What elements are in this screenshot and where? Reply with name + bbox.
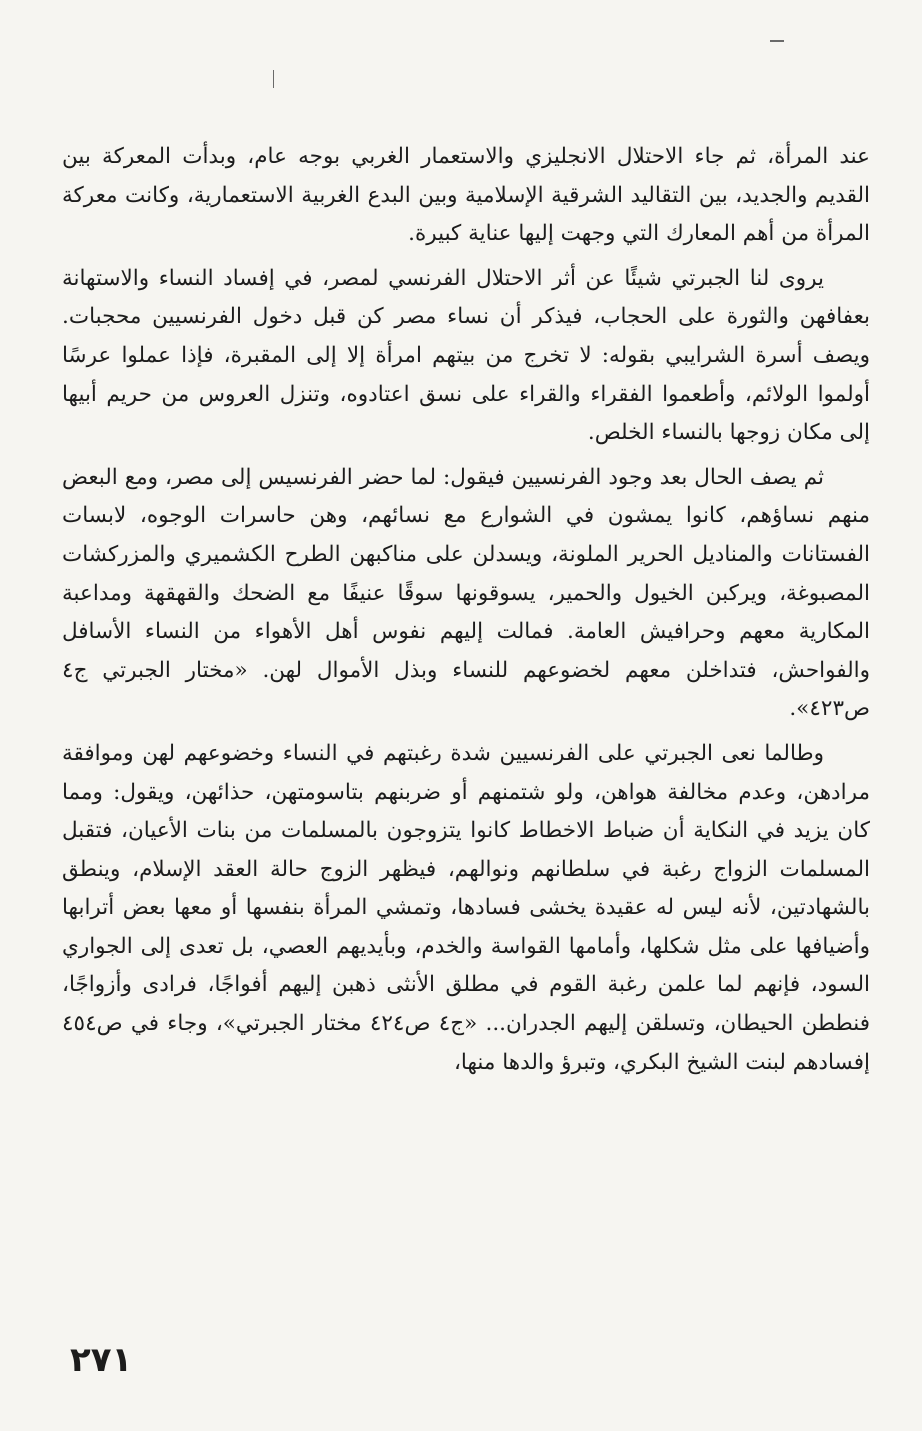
page-number: ٢٧١: [70, 1340, 133, 1380]
paragraph-2: يروى لنا الجبرتي شيئًا عن أثر الاحتلال الفرنسي لمصر، في إفساد النساء والاستهانة بعفافهن والثورة على الحجاب، فيذكر أن نساء مصر كن قبل دخول الفرنسيين محجبات. ويصف أسرة الشرايبي بقوله: لا تخرج من بيتهم امرأة إلا إلى المقبرة، فإذا عملوا عرسًا أولموا الولائم، وأطعموا الفقراء والقراء على نسق اعتادوه، وتنزل العروس من حريم أبيها إلى مكان زوجها بالنساء الخلص.: [62, 265, 870, 446]
page-body: [62, 138, 870, 1088]
paragraph-4: وطالما نعى الجبرتي على الفرنسيين شدة رغبتهم في النساء وخضوعهم لهن وموافقة مرادهن، وعدم مخالفة هواهن، ولو شتمنهم أو ضربنهم بتاسومتهن، حذائهن، ويقول: ومما كان يزيد في النكاية أن ضباط الاخطاط كانوا يتزوجون بالمسلمات من بنات الأعيان، فتقبل المسلمات الزواج رغبة في سلطانهم ونوالهم، فيظهر الزوج حالة العقد الإسلام، وينطق بالشهادتين، لأنه ليس له عقيدة يخشى فسادها، وتمشي المرأة بنفسها أو معها بعض أترابها وأضيافها على مثل شكلها، وأمامها القواسة والخدم، وبأيديهم العصي، بل تعدى إلى الجواري السود، فإنهم لما علمن رغبة القوم في مطلق الأنثى ذهبن إليهم أفواجًا، فرادى وأزواجًا، فنططن الحيطان، وتسلقن إليهم الجدران... «ج٤ ص٤٢٤ مختار الجبرتي»، وجاء في ص٤٥٤ إفسادهم لبنت الشيخ البكري، وتبرؤ والدها منها،: [62, 740, 871, 1075]
scan-mark: [273, 70, 274, 88]
paragraph-1: عند المرأة، ثم جاء الاحتلال الانجليزي والاستعمار الغربي بوجه عام، وبدأت المعركة بين القديم والجديد، بين التقاليد الشرقية الإسلامية وبين البدع الغربية الاستعمارية، وكانت معركة المرأة من أهم المعارك التي وجهت إليها عناية كبيرة.: [62, 144, 870, 247]
paragraph-3: ثم يصف الحال بعد وجود الفرنسيين فيقول: لما حضر الفرنسيس إلى مصر، ومع البعض منهم نساؤهم، كانوا يمشون في الشوارع مع نسائهم، وهن حاسرات الوجوه، لابسات الفستانات والمناديل الحرير الملونة، ويسدلن على مناكبهن الطرح الكشميري والمزركشات المصبوغة، ويركبن الخيول والحمير، يسوقونها سوقًا عنيفًا مع الضحك والقهقهة ومداعبة المكارية معهم وحرافيش العامة. فمالت إليهم نفوس أهل الأهواء من النساء الأسافل والفواحش، فتداخلن معهم لخضوعهم للنساء وبذل الأموال لهن. «مختار الجبرتي ج٤ ص٤٢٣».: [62, 464, 870, 722]
scan-mark: [770, 40, 784, 42]
